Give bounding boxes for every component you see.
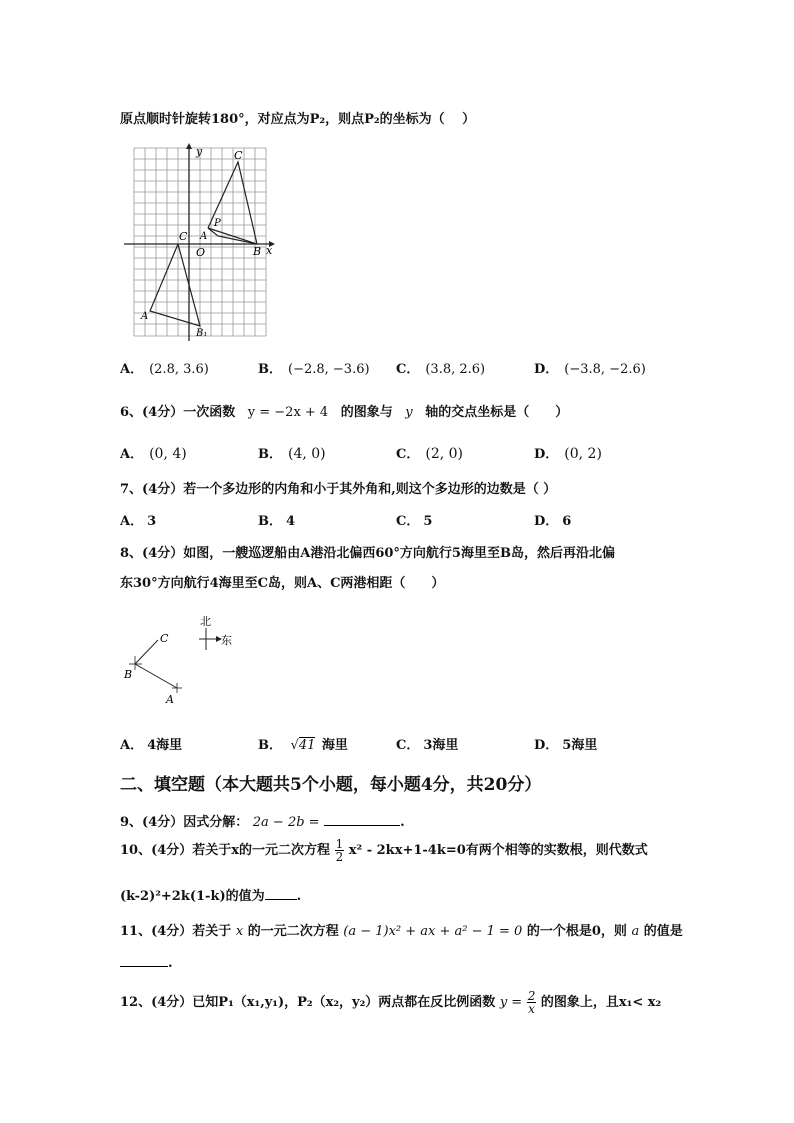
q5-option-c[interactable]: C． (3.8, 2.6) (396, 362, 486, 377)
q7-option-b[interactable]: B． 4 (258, 514, 296, 529)
q8-navigation-figure (118, 612, 248, 712)
section-heading: 二、填空题（本大题共5个小题，每小题4分，共20分） (120, 775, 542, 795)
q11-line2: . (120, 956, 173, 971)
q8-stem-line1: 8、(4分）如图，一艘巡逻船由A港沿北偏西60°方向航行5海里至B岛，然后再沿北偏 (120, 546, 615, 561)
q7-option-a[interactable]: A． 3 (120, 514, 157, 529)
q12-stem: 12、(4分）已知P₁（x₁,y₁)，P₂（x₂，y₂）两点都在反比例函数 y = $\frac{2}{x}$ 的图象上，且x₁< x₂ (120, 989, 662, 1016)
q10-line2: (k-2)²+2k(1-k)的值为 . (120, 889, 302, 904)
q6-option-c[interactable]: C． (2, 0) (396, 446, 463, 462)
fraction-two-over-x: $\frac{2}{x}$ (527, 989, 536, 1016)
q8-option-d[interactable]: D． 5海里 (534, 738, 598, 753)
x-axis-label: x (266, 244, 273, 257)
q6-option-b[interactable]: B． (4, 0) (258, 446, 326, 462)
q10-stem: 10、(4分）若关于x的一元二次方程 $\frac{1}{2}$ x² - 2kx+1-4k=0有两个相等的实数根，则代数式 (120, 837, 648, 864)
q5-option-d[interactable]: D． (−3.8, −2.6) (534, 362, 646, 377)
q7-option-c[interactable]: C． 5 (396, 514, 433, 529)
q9-stem: 9、(4分）因式分解： 2a − 2b = . (120, 815, 405, 830)
point-a-label: A (166, 693, 174, 706)
q5-stem: 原点顺时针旋转180°，对应点为P₂，则点P₂的坐标为（ ） (120, 112, 476, 127)
point-a1-label: A (141, 311, 149, 322)
q8-option-c[interactable]: C． 3海里 (396, 738, 459, 753)
point-b-label: B (124, 668, 133, 681)
point-c-label: C (160, 632, 169, 645)
point-c1-label: C (179, 230, 188, 243)
q11-stem: 11、(4分）若关于 x 的一元二次方程 (a − 1)x² + ax + a² − 1 = 0 的一个根是0，则 a 的值是 (120, 924, 683, 939)
point-b-label: B (253, 245, 262, 258)
sqrt-symbol: √41 (290, 738, 316, 753)
north-label: 北 (200, 615, 211, 628)
answer-blank[interactable] (324, 825, 400, 826)
q5-coordinate-grid-figure (120, 143, 280, 343)
answer-blank[interactable] (120, 966, 168, 967)
origin-label: O (196, 246, 206, 259)
q6-option-a[interactable]: A． (0, 4) (120, 446, 187, 462)
east-label: 东 (221, 634, 232, 647)
point-c-label: C (234, 149, 243, 162)
q6-option-d[interactable]: D． (0, 2) (534, 446, 602, 462)
y-axis-label: y (196, 145, 203, 158)
q5-option-a[interactable]: A． (2.8, 3.6) (120, 362, 209, 377)
q6-stem: 6、(4分）一次函数 y = −2x + 4 的图象与 y 轴的交点坐标是（ ） (120, 405, 569, 420)
q7-option-d[interactable]: D． 6 (534, 514, 572, 529)
point-b1-label: B₁ (196, 328, 208, 339)
q8-option-b[interactable]: B． √41 海里 (258, 738, 348, 753)
q5-option-b[interactable]: B． (−2.8, −3.6) (258, 362, 370, 377)
fraction-one-half: $\frac{1}{2}$ (335, 837, 344, 864)
point-p-label: P (214, 218, 221, 229)
q8-option-a[interactable]: A． 4海里 (120, 738, 183, 753)
answer-blank[interactable] (265, 899, 297, 900)
point-a-label: A (200, 231, 208, 242)
q8-stem-line2: 东30°方向航行4海里至C岛，则A、C两港相距（ ） (120, 576, 445, 591)
q7-stem: 7、(4分）若一个多边形的内角和小于其外角和,则这个多边形的边数是（ ） (120, 482, 557, 497)
